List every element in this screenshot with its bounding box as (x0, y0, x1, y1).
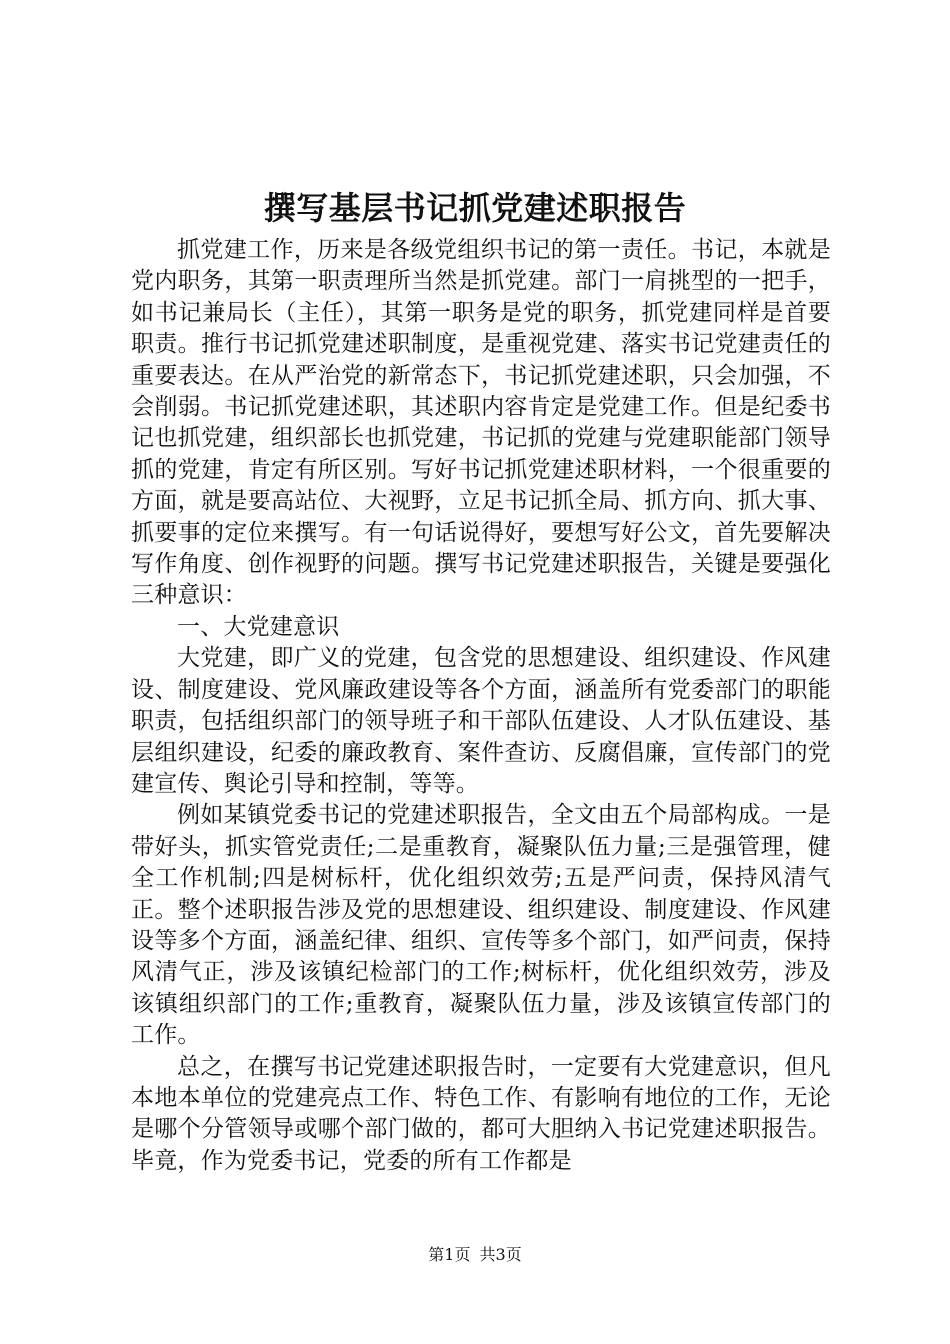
paragraph-definition: 大党建，即广义的党建，包含党的思想建设、组织建设、作风建设、制度建设、党风廉政建设等各个方面，涵盖所有党委部门的职能职责，包括组织部门的领导班子和干部队伍建设、人才队伍建设、基层组织建设，纪委的廉政教育、案件查访、反腐倡廉，宣传部门的党建宣传、舆论引导和控制，等等。 (131, 645, 831, 797)
page-number: 第1页 (428, 1245, 471, 1264)
page-footer (0, 1244, 950, 1266)
document-body (131, 235, 831, 1177)
section-heading: 一、大党建意识 (177, 613, 340, 640)
page-total: 共3页 (479, 1245, 522, 1264)
paragraph-example: 例如某镇党委书记的党建述职报告，全文由五个局部构成。一是带好头，抓实管党责任;二是重教育，凝聚队伍力量;三是强管理，健全工作机制;四是树标杆，优化组织效劳;五是严问责，保持风清气正。整个述职报告涉及党的思想建设、组织建设、制度建设、作风建设等多个方面，涵盖纪律、组织、宣传等多个部门，如严问责，保持风清气正，涉及该镇纪检部门的工作;树标杆，优化组织效劳，涉及该镇组织部门的工作;重教育，凝聚队伍力量，涉及该镇宣传部门的工作。 (131, 802, 831, 1049)
paragraph-summary: 总之，在撰写书记党建述职报告时，一定要有大党建意识，但凡本地本单位的党建亮点工作、特色工作、有影响有地位的工作，无论是哪个分管领导或哪个部门做的，都可大胆纳入书记党建述职报告。毕竟，作为党委书记，党委的所有工作都是 (131, 1053, 831, 1174)
document-title: 撰写基层书记抓党建述职报告 (263, 189, 687, 227)
paragraph-intro: 抓党建工作，历来是各级党组织书记的第一责任。书记，本就是党内职务，其第一职责理所当然是抓党建。部门一肩挑型的一把手，如书记兼局长（主任），其第一职务是党的职务，抓党建同样是首要职责。推行书记抓党建述职制度，是重视党建、落实书记党建责任的重要表达。在从严治党的新常态下，书记抓党建述职，只会加强，不会削弱。书记抓党建述职，其述职内容肯定是党建工作。但是纪委书记也抓党建，组织部长也抓党建，书记抓的党建与党建职能部门领导抓的党建，肯定有所区别。写好书记抓党建述职材料，一个很重要的方面，就是要高站位、大视野，立足书记抓全局、抓方向、抓大事、抓要事的定位来撰写。有一句话说得好，要想写好公文，首先要解决写作角度、创作视野的问题。撰写书记党建述职报告，关键是要强化三种意识： (131, 237, 831, 609)
